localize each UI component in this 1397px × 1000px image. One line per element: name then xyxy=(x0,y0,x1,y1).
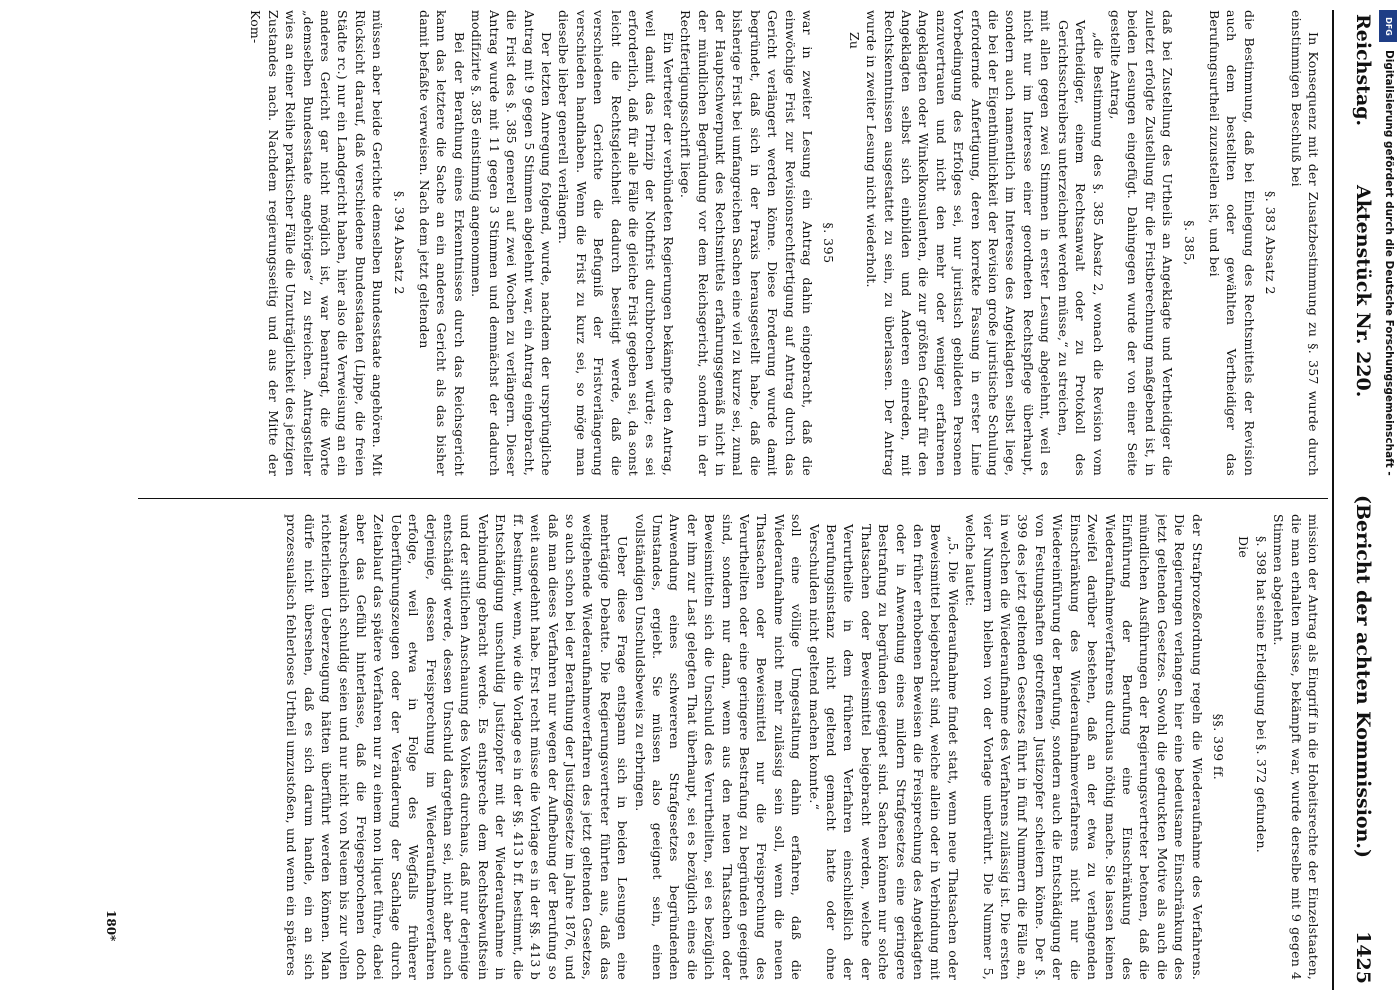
quoted-text: „die Bestimmung des §. 385 Absatz 2, wonach die Revision vom Vertheidiger, einem Rechtsanwalt oder zu Protokoll des Gerichtsschreibers unterzeichnet werden müsse,“ zu streichen, xyxy=(1055,20,1106,476)
paragraph: Die xyxy=(1236,536,1252,559)
digitization-credit-text: Digitalisierung gefördert durch die Deutsche Forschungsgemeinschaft - xyxy=(1383,50,1395,476)
paragraph: daß bei Zustellung des Urtheils an Angeklagte und Vertheidiger die zuletzt erfolgte Zustellung für die Fristberechnung maßgebend ist, in beiden Lesungen eingefügt. Dahingegen wurde der von einer Seite gestellte Antrag, xyxy=(1107,10,1176,476)
header-document-number: Aktenstück Nr. 220. xyxy=(1352,185,1374,398)
paragraph: der Strafprozeßordnung regeln die Wiederaufnahme des Verfahrens. Die Regierungen verlangen hier eine bedeutsame Einschränkung des jetzt geltenden Gesetzes. Sowohl die gedruckten Motive als auch die mündlichen Ausführungen der Regierungsvertreter betonen, daß die Einführung der Berufung eine Einschränkung des Wiederaufnahmeverfahrens durchaus nöthig mache. Sie lassen keinen Zweifel darüber bestehen, daß an der etwa zu verlangenden Einschränkung des Wiederaufnahmeverfahrens nicht nur die Wiedereinführung der Berufung, sondern auch die Entschädigung der von Festungshaften getroffenen Justizopfer scheitern könne. Der §. 399 des jetzt geltenden Gesetzes führt in fünf Nummern die Fälle an, in welchen die Wiederaufnahme des Verfahrens zulässig ist. Die ersten vier Nummern bleiben von der Vorlage unberührt. Die Nummer 5, welche lautet: xyxy=(963,514,1205,980)
section-heading: §. 383 Absatz 2 xyxy=(1263,191,1279,295)
section-heading: §. 385, xyxy=(1181,220,1197,266)
left-text-column xyxy=(137,10,1322,476)
paragraph: mit allen gegen zwei Stimmen in erster Lesung abgelehnt, weil es nicht nur im Interesse einer geordneten Rechtspflege überhaupt, sondern auch namentlich im Interesse des Angeklagten selbst liege, die bei der Eigenthümlichkeit der Revision große juristische Schulung erfordernde Anfertigung, deren korrekte Fassung in erster Linie Vorbedingung des Erfolges sei, nur juristisch gebildeten Personen anzuvertrauen und nicht den mehr oder weniger erfahrenen Angeklagten oder Winkelkonsulenten, die zur größten Gefahr für den Angeklagten selbst sich einbilden und Anderen einreden, mit Rechtskenntnissen ausgestattet zu sein, zu überlassen. Der Antrag wurde in zweiter Lesung nicht wiederholt. xyxy=(864,10,1054,476)
header-page-number: 1425 xyxy=(1352,931,1374,984)
header-chamber: Reichstag. xyxy=(1352,14,1374,127)
scanned-page xyxy=(75,10,1380,990)
right-text-column xyxy=(137,514,1322,980)
section-heading: §§. 399 ff. xyxy=(1210,713,1226,781)
paragraph: soll eine völlige Umgestaltung dahin erfahren, daß die Wiederaufnahme nicht mehr zulässig sein soll, wenn die neuen Thatsachen oder Beweismittel nur die Freisprechung des Verurtheilten oder eine geringere Bestrafung zu begründen geeignet sind, sondern nur dann, wenn aus den neuen Thatsachen oder Beweismitteln sich die Unschuld des Verurtheilten, sei es bezüglich der ihm zur Last gelegten That überhaupt, sei es bezüglich eines die Anwendung eines schwereren Strafgesetzes begründenden Umstandes, ergiebt. Sie müssen also geeignet sein, einen vollständigen Unschuldsbeweis zu erbringen. xyxy=(632,514,805,980)
paragraph: war in zweiter Lesung ein Antrag dahin eingebracht, daß die einwöchige Frist zur Revisionsrechtfertigung auf Antrag durch das Gericht verlängert werden könne. Diese Forderung wurde damit begründet, daß sich in der Praxis herausgestellt habe, daß die bisherige Frist bei umfangreichen Sachen eine viel zu kurze sei, zumal der Hauptschwerpunkt des Rechtsmittels erfahrungsgemäß nicht in der mündlichen Begründung vor dem Reichsgericht, sondern in der Rechtfertigungsschrift liege. xyxy=(678,10,816,476)
paragraph: Ein Vertreter der verbündeten Regierungen bekämpfte den Antrag, weil damit das Prinzip der Nothfrist durchbrochen würde; es sei erforderlich, daß für alle Fälle die gleiche Frist gegeben sei, da sonst leicht die Rechtsgleichheit dadurch beseitigt werde, daß die verschiedenen Gerichte die Befugniß der Fristverlängerung verschieden handhaben. Wenn die Frist zu kurz sei, so möge man dieselbe lieber generell verlängern. xyxy=(556,10,676,476)
dfg-logo-icon: DFG xyxy=(1379,10,1397,42)
paragraph: müssen aber beide Gerichte demselben Bundesstaate angehören. Mit Rücksicht darauf, daß verschiedene Bundesstaaten (Lippe, die freien Städte rc.) nur ein Landgericht haben, hier also die Verweisung an ein anderes Gericht gar nicht möglich ist, war beantragt, die Worte „demselben Bundesstaate angehöriges“ zu streichen. Antragsteller wies an einer Reihe praktischer Fälle die Unzuträglichkeit des jetzigen Zustandes nach. Nachdem regierungsseitig und aus der Mitte der Kom- xyxy=(248,10,386,476)
page-header xyxy=(1332,10,1380,990)
paragraph: die Bestimmung, daß bei Einlegung des Rechtsmittels der Revision auch dem bestellten oder gewählten Vertheidiger das Berufungsurtheil zuzustellen ist, und bei xyxy=(1206,10,1257,476)
digitization-credit xyxy=(1383,10,1395,985)
section-heading: §. 395 xyxy=(821,222,837,264)
paragraph: §. 398 hat seine Erledigung bei §. 372 gefunden. xyxy=(1253,536,1269,853)
paragraph: mission der Antrag als Eingriff in die Hoheitsrechte der Einzelstaaten, die man erhalten müsse, bekämpft war, wurde derselbe mit 9 gegen 4 Stimmen abgelehnt. xyxy=(1271,514,1321,980)
paragraph: Zu xyxy=(846,32,862,50)
column-divider xyxy=(138,498,1328,499)
paragraph: Bei der Berathung eines Erkenntnisses durch das Reichsgericht kann das letztere die Sache an ein anderes Gericht als das bisher damit befaßte verweisen. Nach dem jetzt geltenden xyxy=(417,10,467,476)
paragraph: Der letzten Anregung folgend, wurde, nachdem der ursprüngliche Antrag mit 9 gegen 5 Stimmen abgelehnt war, ein Antrag eingebracht, die Frist des §. 385 generell auf zwei Wochen zu verlängern. Dieser Antrag wurde mit 11 gegen 3 Stimmen und demnächst der dadurch modifizirte §. 385 einstimmig angenommen. xyxy=(469,10,554,476)
paragraph: In Konsequenz mit der Zusatzbestimmung zu §. 357 wurde durch einstimmigen Beschluß bei xyxy=(1288,10,1321,476)
quoted-text: „5. Die Wiederaufnahme findet statt, wenn neue Thatsachen oder Beweismittel beigebracht sind, welche allein oder in Verbindung mit den früher erhobenen Beweisen die Freisprechung des Angeklagten oder in Anwendung eines mildern Strafgesetzes eine geringere Bestrafung zu begründen geeignet sind. Sachen können nur solche Thatsachen oder Beweismittel beigebracht werden, welche der Verurtheilte in dem früheren Verfahren einschließlich der Berufungsinstanz nicht geltend gemacht hatte oder ohne Verschulden nicht geltend machen konnte.“ xyxy=(806,524,961,980)
section-heading: §. 394 Absatz 2 xyxy=(391,191,407,295)
header-report-title: (Bericht der achten Kommission.) xyxy=(1352,495,1374,859)
paragraph: Ueber diese Frage entspann sich in beiden Lesungen eine mehrtägige Debatte. Die Regierungsvertreter führten aus, daß das weitgehende Wiederaufnahmeverfahren des jetzt geltenden Gesetzes, so auch schon bei der Berathung der Justizgesetze im Jahre 1876, und daß man dieses Verfahren nur wegen der Aufhebung der Berufung so weit ausgedehnt habe. Erst recht müsse die Vorlage es in der §§. 413 b ff. bestimmt, wenn, wie die Vorlage es in der §§. 413 b ff. bestimmt, die Entschädigung unschuldig Justizopfer mit der Wiederaufnahme in Verbindung gebracht werde. Es entspreche dem Rechtsbewußtsein und der sittlichen Anschauung des Volkes durchaus, daß nur derjenige entschädigt werde, dessen Unschuld dargethan sei, nicht aber auch derjenige, dessen Freisprechung im Wiederaufnahmeverfahren erfolge, weil etwa in Folge des Wegfalls früherer Ueberführungszeugen oder der Veränderung der Sachlage durch Zeitablauf das spätere Verfahren nur zu einem non liquet führe, dabei aber das Gefühl hinterlasse, daß die Freigesprochenen doch wahrscheinlich schuldig seien und nur nicht von Neuem bis zur vollen richterlichen Ueberzeugung hätten überführt werden können. Man dürfe nicht übersehen, daß es sich darum handle, ein an sich prozessualisch fehlerloses Urtheil umzustoßen, und wenn ein späteres xyxy=(284,514,631,980)
signature-mark: 180* xyxy=(104,910,118,942)
